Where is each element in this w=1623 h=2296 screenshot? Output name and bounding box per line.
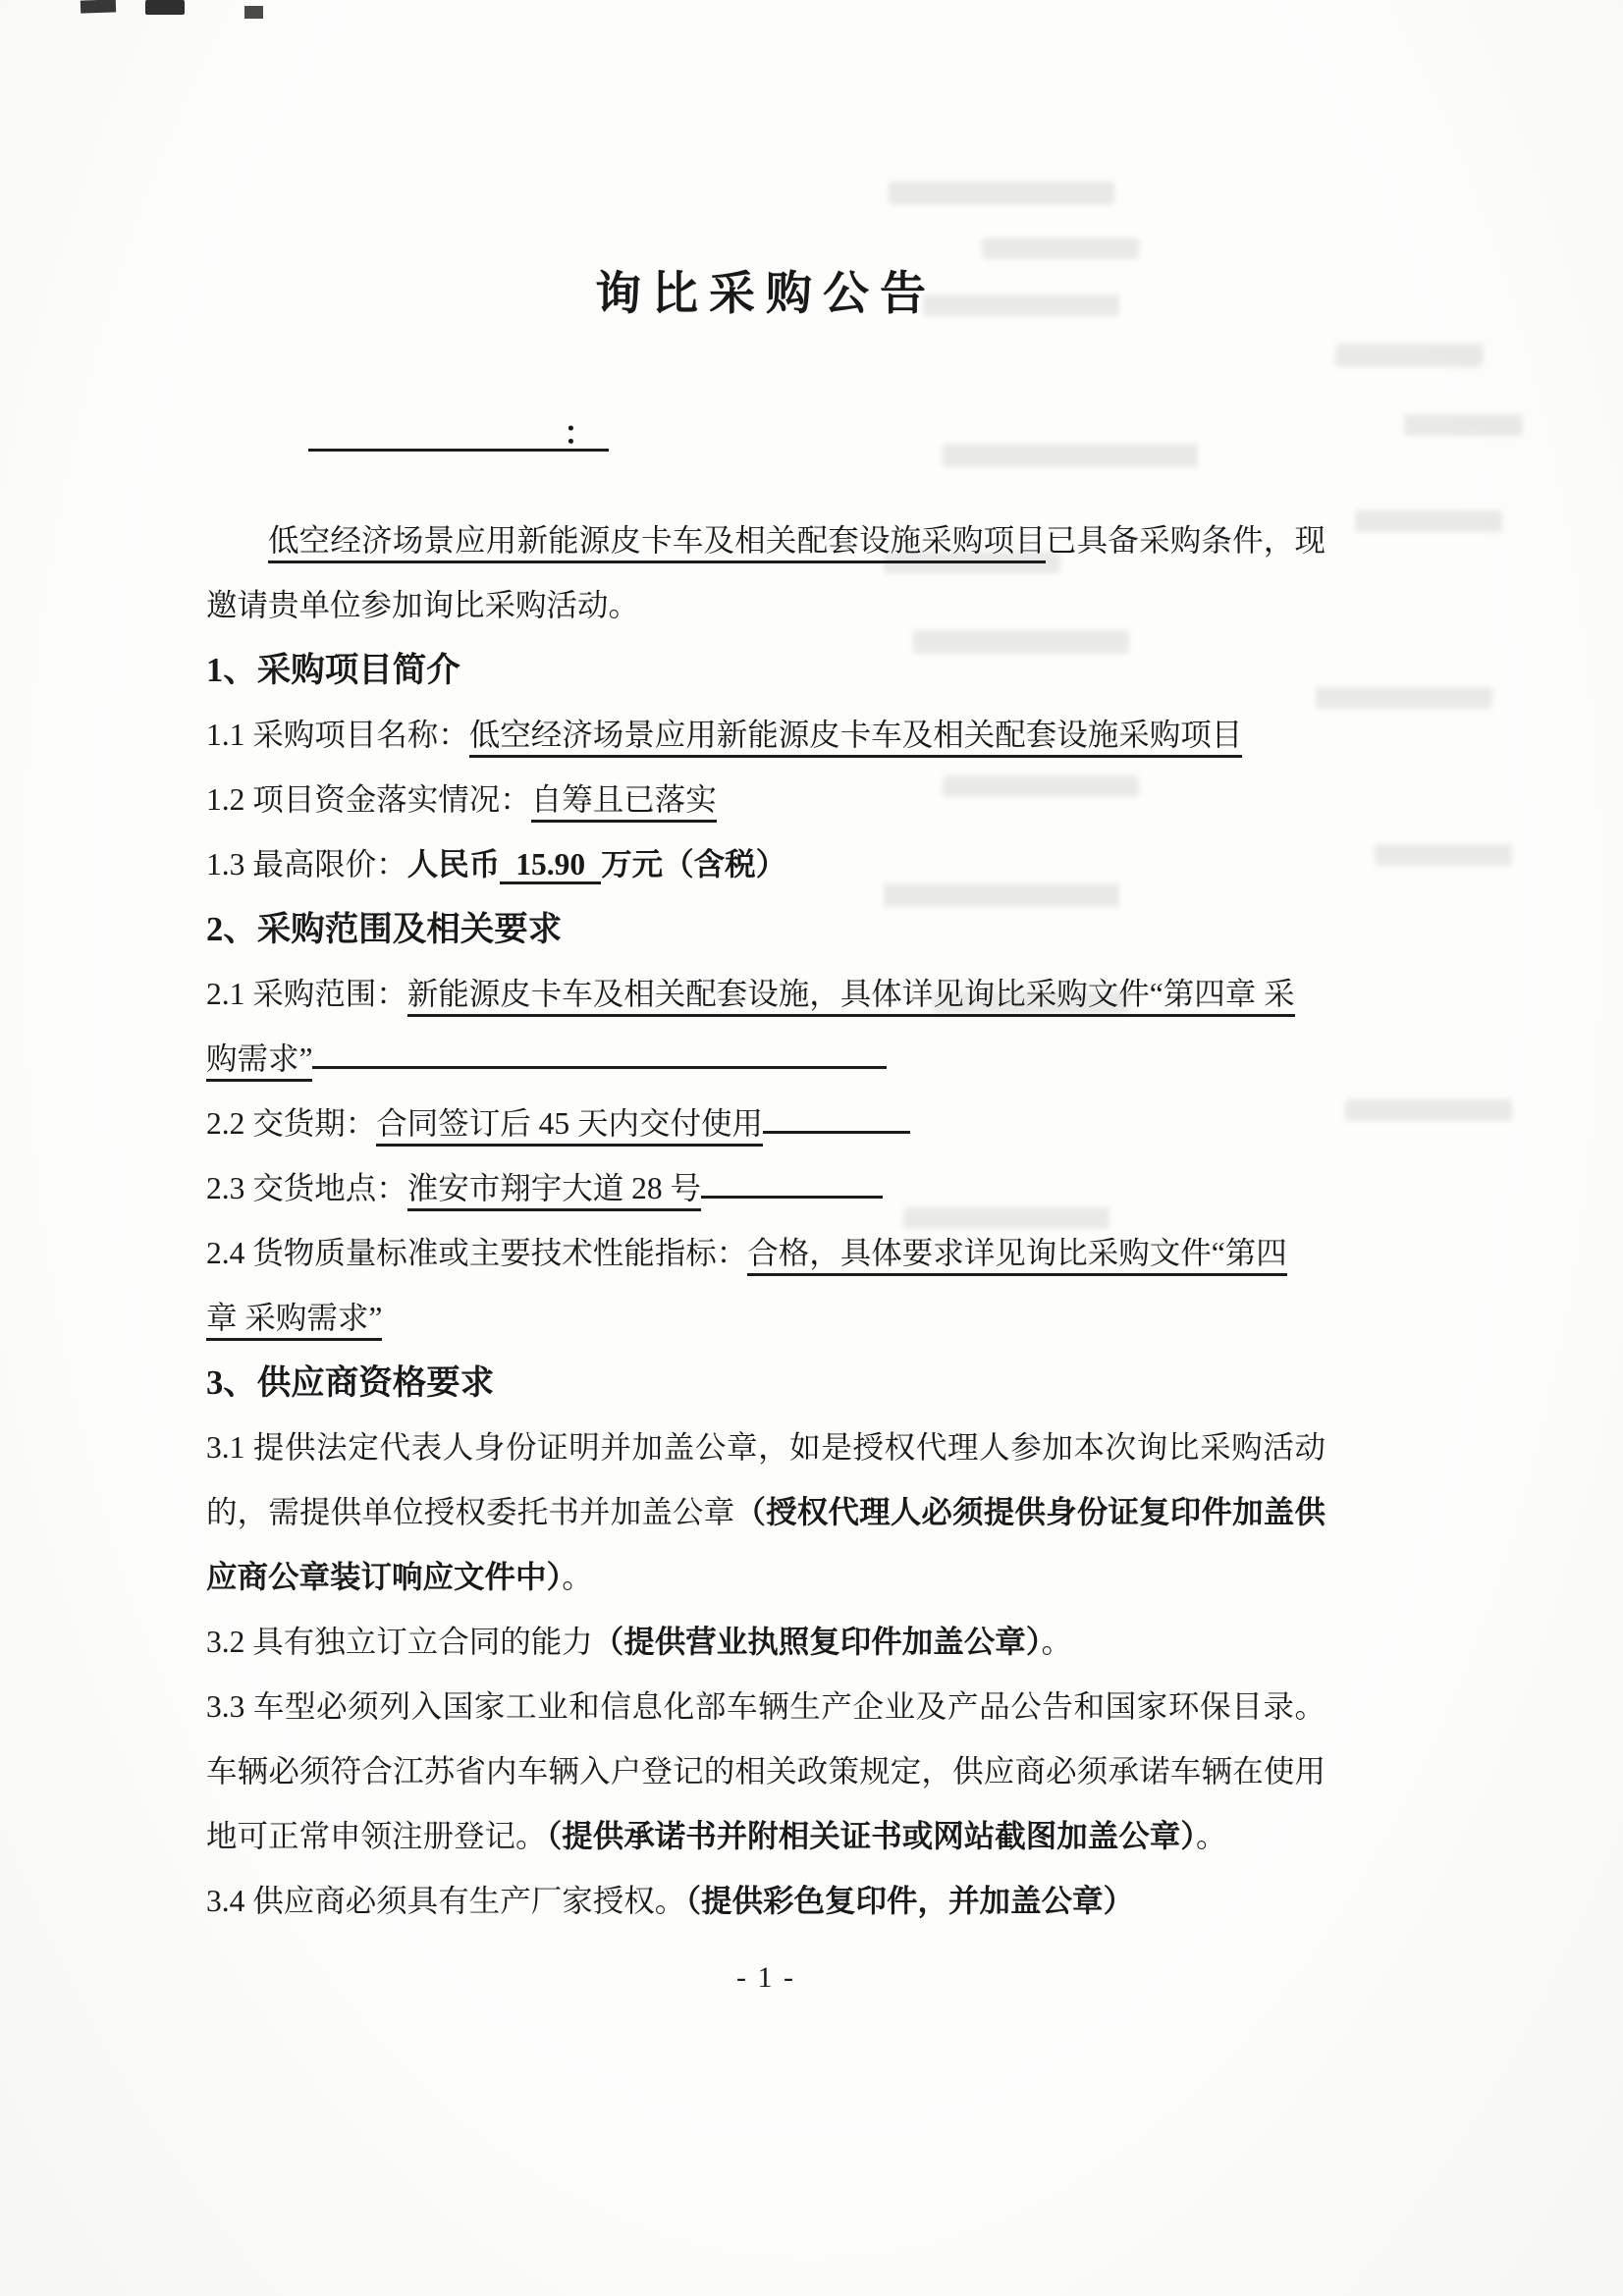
item-2-1	[206, 962, 1325, 1092]
item-3-4	[206, 1869, 1325, 1934]
item-2-1-line2	[206, 1027, 1325, 1092]
item-2-2-value-underlined: 合同签订后 45 天内交付使用	[376, 1106, 763, 1147]
item-1-3-label: 1.3 最高限价：	[206, 847, 407, 881]
blank-underline	[312, 1036, 887, 1070]
currency-label: 人民币	[406, 847, 501, 881]
blank-underline	[763, 1100, 910, 1135]
document-content	[206, 0, 1325, 1995]
bleed-through-artifact	[1316, 687, 1492, 709]
intro-project-name-underlined: 低空经济场景应用新能源皮卡车及相关配套设施采购项目	[268, 523, 1046, 563]
bleed-through-artifact	[1335, 344, 1483, 367]
page-number: - 1 -	[736, 1961, 795, 1994]
item-2-4-label: 2.4 货物质量标准或主要技术性能指标：	[206, 1236, 748, 1270]
item-3-1	[206, 1415, 1325, 1610]
item-3-3-period: 。	[1196, 1819, 1227, 1853]
addressee-colon: ：	[563, 415, 595, 451]
item-3-1-text: 3.1 提供法定代表人身份证明并加盖公章，如是授权代理人参加本次询比采购活动的，需提供单位授权委托书并加盖公章	[206, 1430, 1325, 1529]
item-2-1-label: 2.1 采购范围：	[206, 977, 407, 1011]
item-1-2-value-underlined: 自筹且已落实	[531, 782, 717, 823]
item-1-3	[206, 832, 1325, 897]
item-2-4	[206, 1221, 1325, 1351]
item-3-2-text: 3.2 具有独立订立合同的能力	[206, 1625, 593, 1659]
item-2-2-label: 2.2 交货期：	[206, 1106, 377, 1141]
item-2-3-value-underlined: 淮安市翔宇大道 28 号	[407, 1171, 701, 1211]
item-2-4-line2	[206, 1286, 1325, 1351]
item-3-2	[206, 1610, 1325, 1675]
item-3-1-period: 。	[562, 1560, 593, 1594]
item-3-3	[206, 1675, 1325, 1869]
page-title: 询比采购公告	[595, 269, 937, 320]
item-3-1-bold-note: （授权代理人必须提供身份证复印件加盖供应商公章装订响应文件中）	[206, 1495, 1325, 1594]
intro-rest-text: 已具备采购条件，现邀请贵单位参加询比采购活动。	[206, 523, 1325, 622]
item-2-3	[206, 1156, 1325, 1221]
bleed-through-artifact	[1345, 1099, 1512, 1121]
section-3-heading: 3、供应商资格要求	[206, 1364, 495, 1402]
item-2-3-label: 2.3 交货地点：	[206, 1171, 407, 1205]
item-3-4-bold-note: （提供彩色复印件，并加盖公章）	[685, 1884, 1135, 1918]
item-2-4-value-continued: 章 采购需求”	[206, 1301, 382, 1341]
item-3-3-text: 3.3 车型必须列入国家工业和信息化部车辆生产企业及产品公告和国家环保目录。车辆必须符合江苏省内车辆入户登记的相关政策规定，供应商必须承诺车辆在使用地可正常申领注册登记。	[206, 1689, 1325, 1853]
bleed-through-artifact	[1375, 844, 1512, 866]
item-1-1	[206, 703, 1325, 768]
bleed-through-artifact	[1404, 414, 1522, 436]
item-3-2-period: 。	[1041, 1625, 1073, 1659]
section-1-heading: 1、采购项目简介	[206, 652, 460, 689]
item-2-1-line1	[206, 962, 1325, 1027]
scan-artifact	[145, 0, 185, 15]
item-1-1-value-underlined: 低空经济场景应用新能源皮卡车及相关配套设施采购项目	[469, 718, 1243, 758]
unit-and-tax-note: 万元（含税）	[601, 847, 787, 881]
item-3-2-bold-note: （提供营业执照复印件加盖公章）	[592, 1625, 1042, 1659]
item-2-1-value-underlined: 新能源皮卡车及相关配套设施，具体详见询比采购文件“第四章 采	[407, 977, 1295, 1017]
section-2-heading: 2、采购范围及相关要求	[206, 911, 563, 948]
item-2-4-value-underlined: 合格，具体要求详见询比采购文件“第四	[747, 1236, 1286, 1276]
item-1-2-label: 1.2 项目资金落实情况：	[206, 782, 531, 817]
item-2-1-value-continued: 购需求”	[206, 1041, 312, 1082]
scan-artifact	[81, 0, 116, 14]
item-2-2	[206, 1092, 1325, 1156]
addressee-blank-line	[308, 400, 609, 452]
item-1-1-label: 1.1 采购项目名称：	[206, 718, 469, 752]
item-1-3-value	[407, 847, 786, 884]
bleed-through-artifact	[1355, 510, 1502, 532]
item-3-4-text: 3.4 供应商必须具有生产厂家授权。	[206, 1884, 686, 1918]
intro-paragraph	[206, 508, 1325, 638]
item-1-2	[206, 768, 1325, 832]
blank-underline	[701, 1165, 883, 1200]
item-3-3-bold-note: （提供承诺书并附相关证书或网站截图加盖公章）	[546, 1819, 1197, 1853]
max-price-value-underlined: 15.90	[500, 847, 601, 884]
item-2-4-line1	[206, 1221, 1325, 1286]
